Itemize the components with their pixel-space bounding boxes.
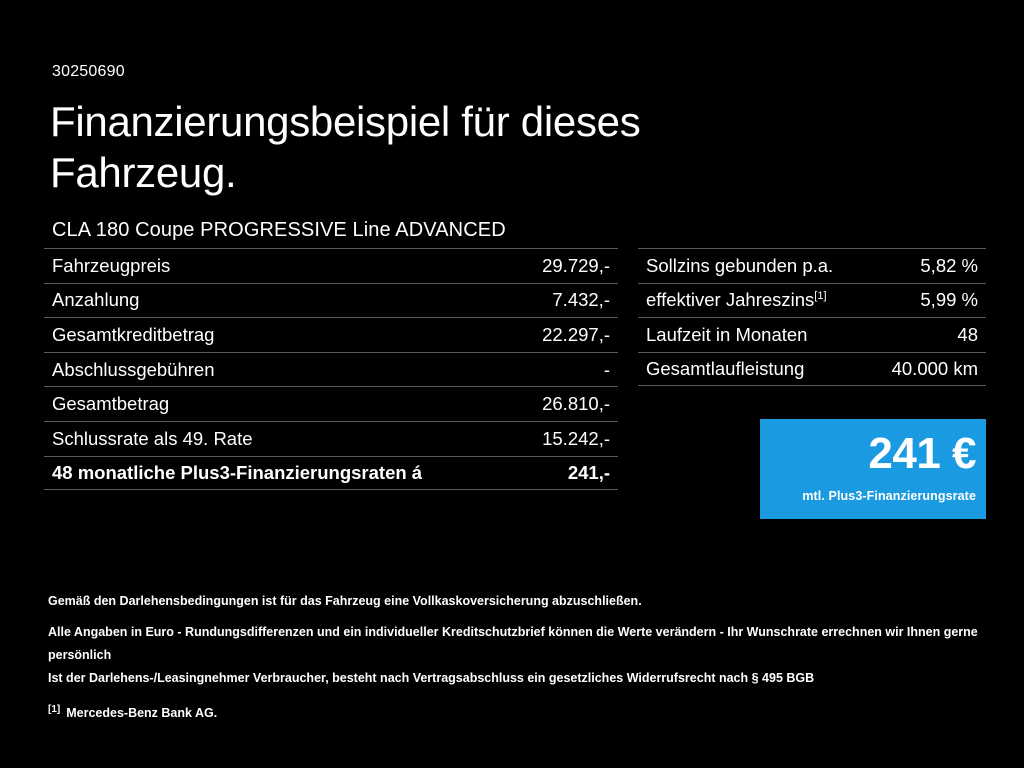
row-label: Anzahlung: [52, 289, 140, 311]
row-value: 7.432,-: [552, 289, 610, 311]
row-label: Abschlussgebühren: [52, 358, 215, 380]
insurance-note: Gemäß den Darlehensbedingungen ist für das Fahrzeug eine Vollkaskoversicherung abzuschließen.: [48, 594, 642, 608]
row-value: 29.729,-: [542, 254, 610, 276]
table-row: [44, 283, 618, 318]
table-row: [638, 352, 986, 387]
row-label: Schlussrate als 49. Rate: [52, 427, 253, 449]
row-label: Laufzeit in Monaten: [646, 323, 808, 345]
footnote-marker: [1]: [814, 290, 827, 303]
table-row: [44, 317, 618, 352]
general-note-line-2: Ist der Darlehens-/Leasingnehmer Verbraucher, besteht nach Vertragsabschluss ein gesetzliches Widerrufsrecht nach § 495 BGB: [48, 671, 815, 685]
table-row: [44, 352, 618, 387]
row-label: Gesamtbetrag: [52, 393, 170, 415]
monthly-rate-highlight: [760, 419, 986, 519]
row-value: 241,-: [567, 461, 610, 483]
footnote-source-text: Mercedes-Benz Bank AG.: [66, 706, 218, 721]
row-value: 48: [957, 323, 978, 345]
row-label: Gesamtkreditbetrag: [52, 323, 215, 345]
footnote-marker: [1]: [48, 703, 61, 715]
table-row: [44, 248, 618, 283]
row-label: 48 monatliche Plus3-Finanzierungsraten á: [52, 461, 423, 483]
row-value: 22.297,-: [542, 323, 610, 345]
row-value: 15.242,-: [542, 427, 610, 449]
row-value: -: [603, 358, 610, 380]
monthly-rate-amount: 241 €: [868, 429, 976, 478]
footnotes-section: [48, 592, 978, 720]
terms-table: [638, 248, 986, 386]
monthly-rate-caption: mtl. Plus3-Finanzierungsrate: [802, 489, 976, 504]
general-notes: [48, 621, 978, 690]
table-row: [638, 317, 986, 352]
row-value: 40.000 km: [891, 358, 978, 380]
row-value: 5,99 %: [920, 289, 978, 311]
row-value: 26.810,-: [542, 393, 610, 415]
row-label: Gesamtlaufleistung: [646, 358, 805, 380]
table-row: [44, 421, 618, 456]
table-row-monthly-rate: [44, 456, 618, 491]
table-row: [638, 248, 986, 283]
page-title: Finanzierungsbeispiel für dieses Fahrzeug.: [50, 98, 641, 197]
vehicle-model-label: CLA 180 Coupe PROGRESSIVE Line ADVANCED: [52, 219, 506, 241]
row-value: 5,82 %: [920, 254, 978, 276]
reference-id: 30250690: [52, 63, 125, 80]
row-label: Sollzins gebunden p.a.: [646, 254, 834, 276]
row-label-text: effektiver Jahreszins: [646, 289, 815, 311]
row-label: [646, 289, 827, 311]
general-note-line-1: Alle Angaben in Euro - Rundungsdifferenzen und ein individueller Kreditschutzbrief können die Werte verändern - Ihr Wunschrate errechnen wir Ihnen gerne persönlich: [48, 624, 978, 662]
table-row: [44, 386, 618, 421]
finance-details-table: [44, 248, 618, 490]
row-label: Fahrzeugpreis: [52, 254, 171, 276]
table-row: [638, 283, 986, 318]
footnote-source: [48, 703, 978, 721]
